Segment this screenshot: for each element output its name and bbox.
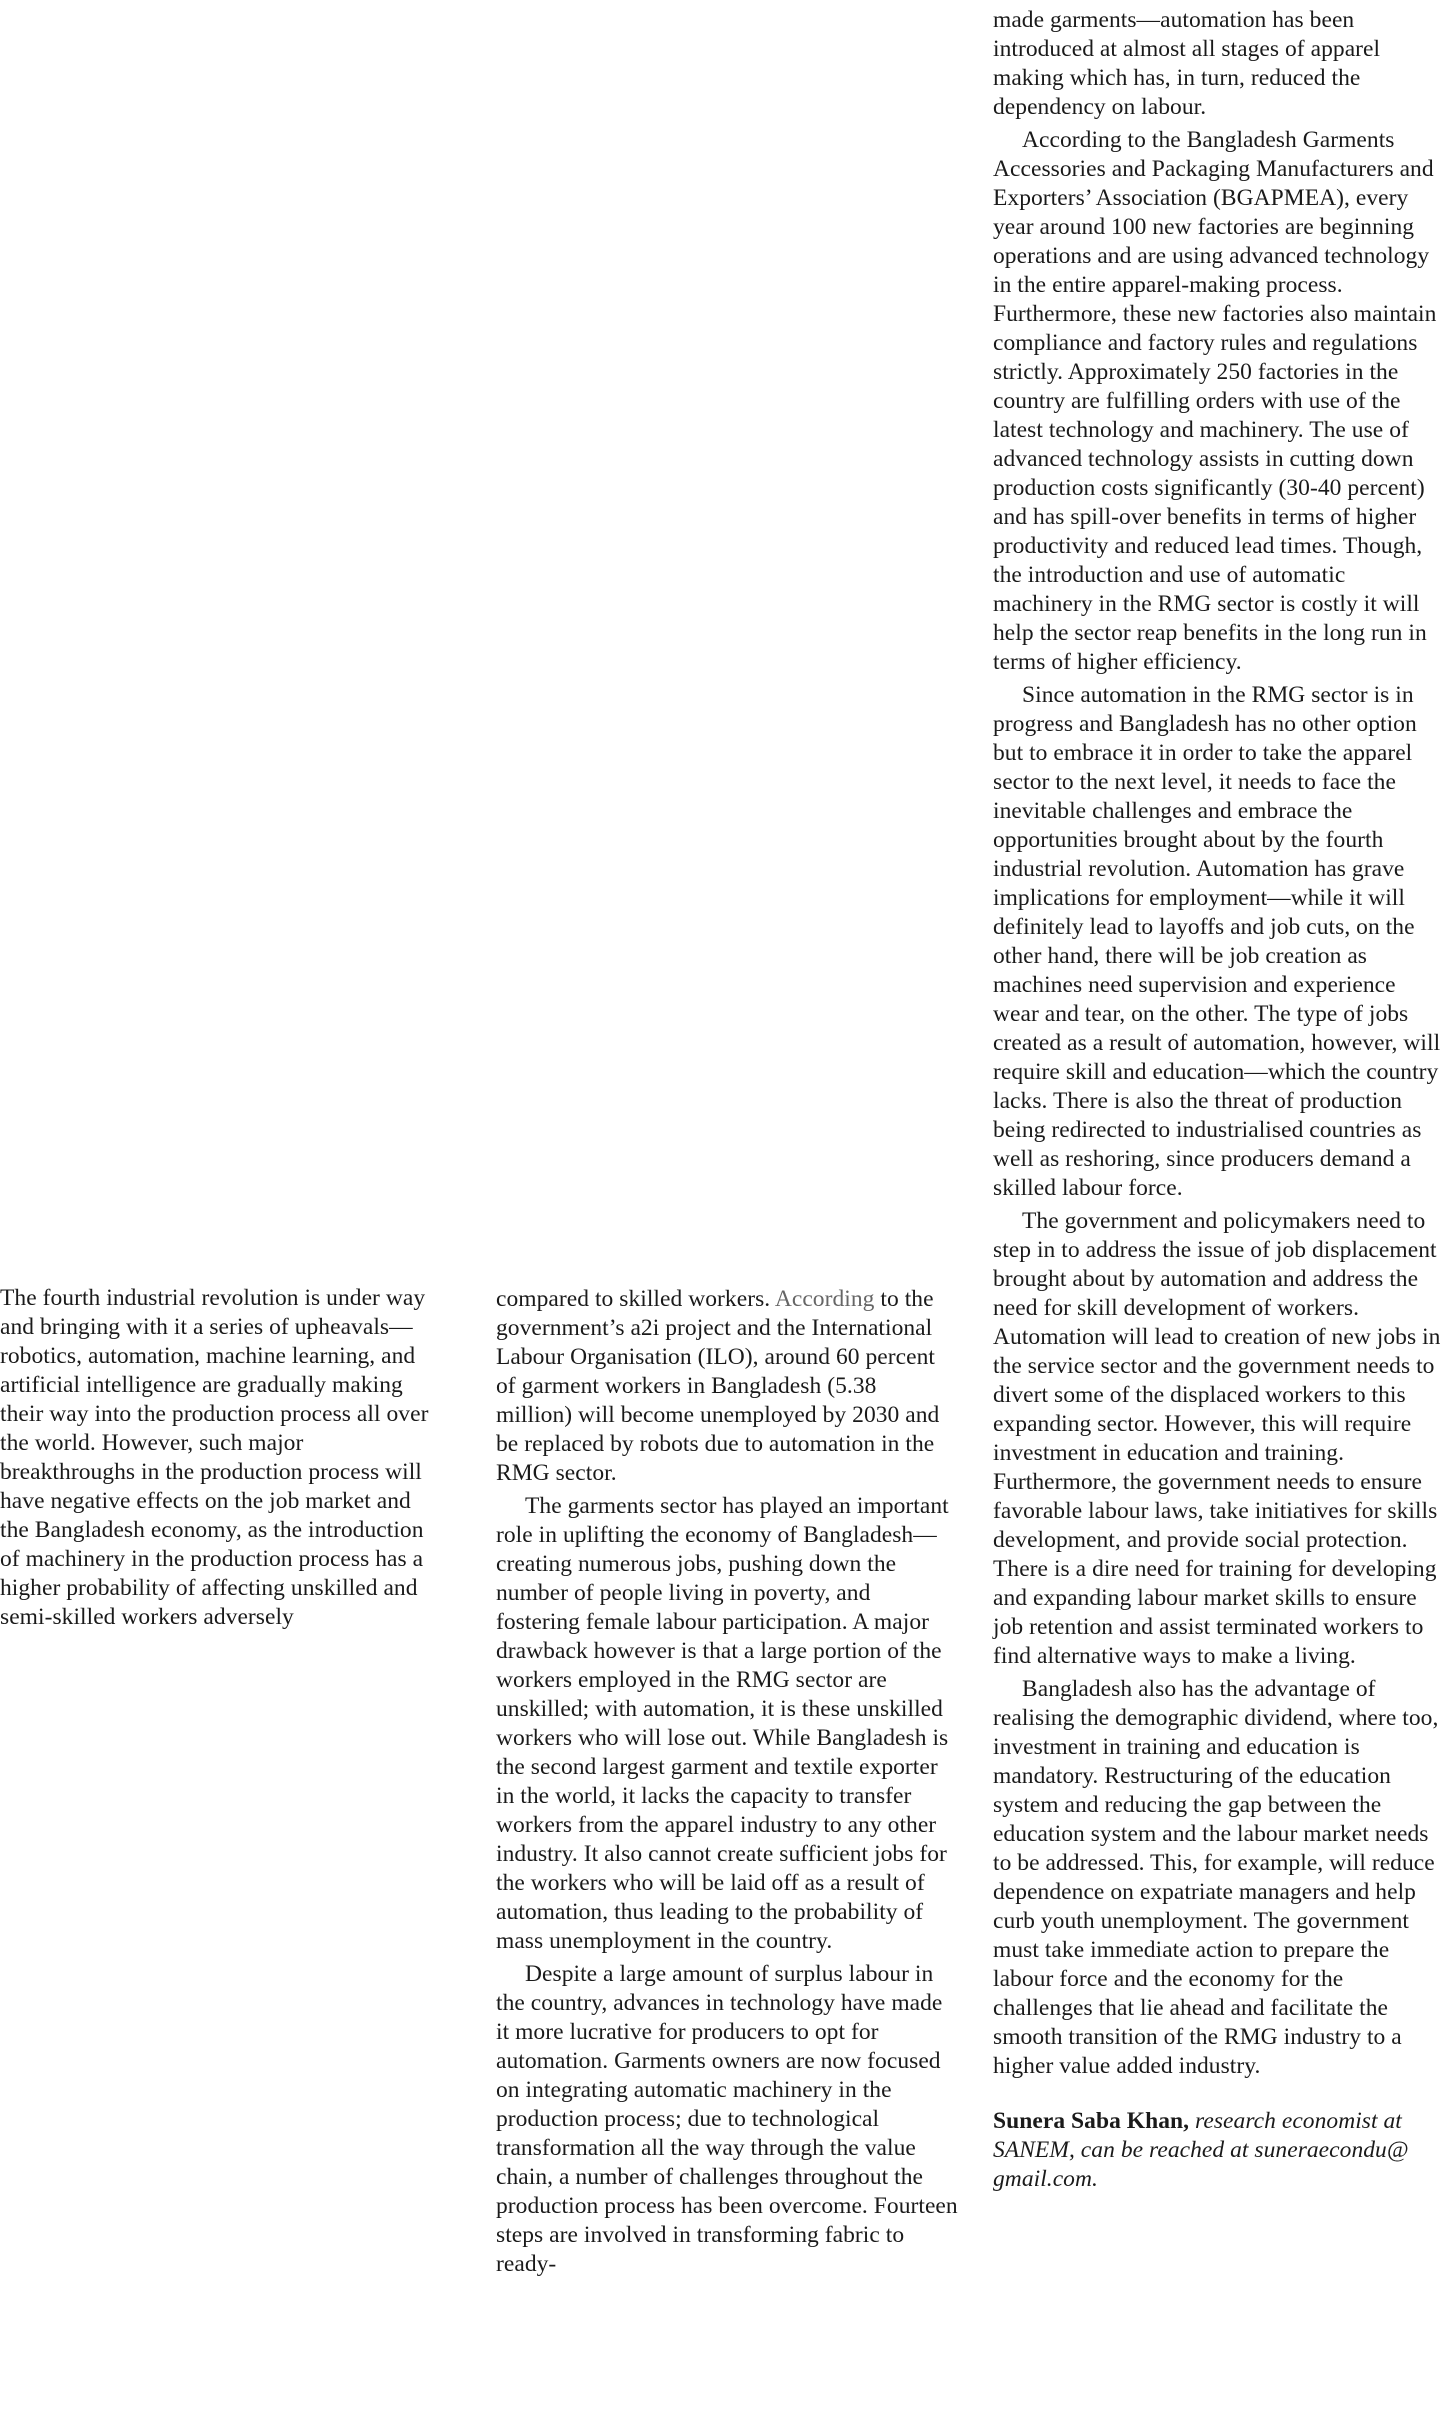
body-paragraph: The government and policymakers need to step in to address the issue of job displacement brought about by automation and address the need for skill development of workers. Automation will lead to creation of new jobs in the service sector and the government needs to divert some of the displaced workers to this expanding sector. However, this will require investment in education and training. Furthermore, the government needs to ensure favorable labour laws, take initiatives for skills development, and provide social protection. There is a dire need for training for developing and expanding labour market skills to ensure job retention and assist terminated workers to find alternative ways to make a living. [993, 1208, 1441, 1669]
body-paragraph: The fourth industrial revolution is under way and bringing with it a series of upheavals—robotics, automation, machine learning, and artificial intelligence are gradually making their way into the production process all over the world. However, such major breakthroughs in the production process will have negative effects on the job market and the Bangladesh economy, as the introduction of machinery in the production process has a higher probability of affecting unskilled and semi-skilled workers adversely [0, 1285, 429, 1630]
author-description: research economist at SANEM, can be reached at suneraecondu@ gmail.com. [993, 2108, 1409, 2192]
body-paragraph: Since automation in the RMG sector is in progress and Bangladesh has no other option but to embrace it in order to take the apparel sector to the next level, it needs to face the inevitable challenges and embrace the opportunities brought about by the fourth industrial revolution. Automation has grave implications for employment—while it will definitely lead to layoffs and job cuts, on the other hand, there will be job creation as machines need supervision and experience wear and tear, on the other. The type of jobs created as a result of automation, however, will require skill and education—which the country lacks. There is also the threat of production being redirected to industrialised countries as well as reshoring, since producers demand a skilled labour force. [993, 682, 1441, 1201]
body-paragraph: Despite a large amount of surplus labour in the country, advances in technology have made it more lucrative for producers to opt for automation. Garments owners are now focused on integrating automatic machinery in the production process; due to technological transformation all the way through the value chain, a number of challenges throughout the production process has been overcome. Fourteen steps are involved in transforming fabric to ready- [496, 1961, 958, 2277]
paragraph-lead-text: compared to skilled workers. [496, 1286, 775, 1312]
continued-paragraph: made garments—automation has been introduced at almost all stages of apparel making which has, in turn, reduced the dependency on labour. [993, 7, 1381, 120]
continued-paragraph [496, 1285, 958, 1488]
body-paragraph: According to the Bangladesh Garments Accessories and Packaging Manufacturers and Exporters’ Association (BGAPMEA), every year around 100 new factories are beginning operations and are using advanced technology in the entire apparel-making process. Furthermore, these new factories also maintain compliance and factory rules and regulations strictly. Approximately 250 factories in the country are fulfilling orders with use of the latest technology and machinery. The use of advanced technology assists in cutting down production costs significantly (30-40 percent) and has spill-over benefits in terms of higher productivity and reduced lead times. Though, the introduction and use of automatic machinery in the RMG sector is costly it will help the sector reap benefits in the long run in terms of higher efficiency. [993, 127, 1437, 675]
body-paragraph: The garments sector has played an important role in uplifting the economy of Bangladesh—creating numerous jobs, pushing down the number of people living in poverty, and fostering female labour participation. A major drawback however is that a large portion of the workers employed in the RMG sector are unskilled; with automation, it is these unskilled workers who will lose out. While Bangladesh is the second largest garment and textile exporter in the world, it lacks the capacity to transfer workers from the apparel industry to any other industry. It also cannot create sufficient jobs for the workers who will be laid off as a result of automation, thus leading to the probability of mass unemployment in the country. [496, 1493, 949, 1954]
paragraph-highlight-text: According [774, 1286, 875, 1312]
article-column-1 [0, 1284, 440, 1636]
author-byline [993, 2107, 1445, 2194]
paragraph-rest-text: to the government’s a2i project and the International Labour Organisation (ILO), around 60 percent of garment workers in Bangladesh (5.38 million) will become unemployed by 2030 and be replaced by robots due to automation in the RMG sector. [496, 1286, 940, 1486]
body-paragraph: Bangladesh also has the advantage of realising the demographic dividend, where too, investment in training and education is mandatory. Restructuring of the education system and reducing the gap between the education system and the labour market needs to be addressed. This, for example, will reduce dependence on expatriate managers and help curb youth unemployment. The government must take immediate action to prepare the labour force and the economy for the challenges that lie ahead and facilitate the smooth transition of the RMG industry to a higher value added industry. [993, 1676, 1439, 2079]
author-name: Sunera Saba Khan, [993, 2108, 1190, 2134]
article-column-3 [993, 6, 1445, 2198]
article-column-2 [496, 1285, 958, 2283]
